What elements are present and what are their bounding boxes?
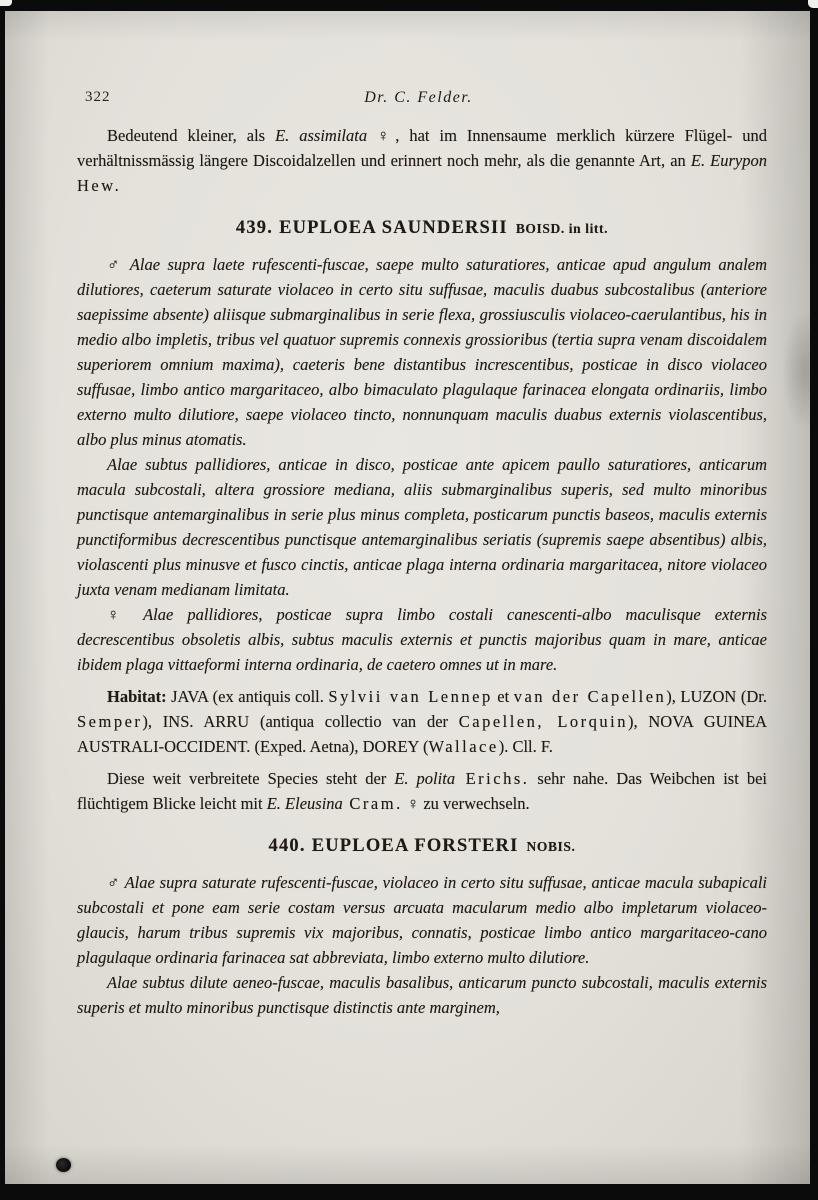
text-segment: sehr nahe. Das Weibchen ist bei flüchtigem Blicke leicht mit (77, 769, 767, 813)
text-segment: Capellen, Lorquin (458, 712, 628, 731)
text-segment: Alae subtus dilute aeneo-fuscae, maculis basalibus, anticarum puncto subcostali, maculis externis superis et multo minoribus punctisque distinctis ante marginem, (77, 973, 767, 1017)
text-segment: ), NOVA GUINEA AUSTRALI-OCCIDENT. (Exped. Aetna), DOREY ( (77, 712, 767, 756)
forsteri-male-paragraph (77, 870, 767, 970)
remarks-paragraph (77, 766, 767, 816)
text-segment: E. Eleusina (266, 794, 343, 813)
text-segment: E. Eurypon (690, 151, 767, 170)
text-segment: Bedeutend kleiner, als (107, 126, 276, 145)
text-segment: , hat im Innensaume merklich kürzere Flügel- und verhältnissmässig längere Discoidalzellen und erinnert noch mehr, als die genannte Art, an (77, 126, 767, 170)
text-segment: Alae subtus pallidiores, anticae in disco, posticae ante apicem paullo saturatiores, anticarum macula subcostali, altera grossiore mediana, aliis submarginalibus superis, sed multo minoribus punctisque antemarginalibus in serie plus minus completa, posticarum punctis baseos, maculis externis punctiformibus decrescentibus punctisque antemarginalibus seriatis (supremis saepe absentibus) albis, violascenti plus minusve et fusco cinctis, anticae plaga interna ordinaria margaritacea, nitore violaceo juxta venam medianam limitata. (77, 455, 767, 599)
text-segment: Erichs. (455, 769, 530, 788)
page-content (77, 123, 767, 1020)
text-segment: Habitat: (107, 687, 167, 706)
habitat-paragraph (77, 684, 767, 759)
text-segment: Wallace (428, 737, 499, 756)
page-paper (5, 11, 810, 1184)
species-name: EUPLOEA SAUNDERSII (279, 218, 508, 238)
text-segment: ♀ Alae pallidiores, posticae supra limbo costali canescenti-albo maculisque externis decrescentibus obsoletis albis, subtus maculis externis et punctis majoribus quam in mare, anticae ibidem plaga vittaeformi interna ordinaria, de caetero omnes ut in mare. (77, 605, 767, 674)
scan-corner-speck-right (808, 0, 818, 8)
species-author: NOBIS. (526, 839, 576, 854)
text-segment: E. polita (394, 769, 456, 788)
forsteri-underside-paragraph (77, 970, 767, 1020)
text-segment: et (492, 687, 514, 706)
text-segment: Sylvii van Lennep (328, 687, 493, 706)
text-segment: ♂ Alae supra saturate rufescenti-fuscae, violaceo in certo situ suffusae, anticae macula subapicali subcostali et pone eam serie costam versus arcuata macularum medio albo impletarum violaceo-glaucis, harum tribus supremis vix majoribus, connatis, posticae limbo antico margaritaceo-cano plagulaque ordinaria farinacea sat abbreviata, limbo externo multo dilutiore. (77, 873, 767, 967)
scan-corner-speck-left (0, 0, 12, 6)
text-segment: Diese weit verbreitete Species steht der (107, 769, 395, 788)
species-name: EUPLOEA FORSTERI (311, 836, 519, 856)
species-heading-439 (77, 213, 767, 241)
page-number: 322 (85, 89, 111, 105)
species-number: 439. (235, 218, 274, 238)
text-segment: van der Capellen (513, 687, 667, 706)
intro-paragraph (77, 123, 767, 198)
scan-smudge (782, 311, 810, 431)
species-number: 440. (268, 836, 306, 856)
scan-artifact-dot (56, 1158, 71, 1172)
text-segment: ♂ Alae supra laete rufescenti-fuscae, saepe multo saturatiores, anticae apud angulum analem dilutiores, caeterum saturate violaceo in certo situ suffusae, maculis duabus subcostalibus (anteriore saepissime absente) aliisque submarginalibus in serie flexa, grossiusculis violaceo-caerulantibus, his in medio albo impletis, tribus vel quatuor supremis connexis grossioribus (tertia supra venam discoidalem superiorem omnium maxima), caeteris bene distantibus increscentibus, posticae in disco violaceo suffusae, limbo antico margaritaceo, albo bimaculato plagulaque farinacea elongata ordinariis, limbo externo multo dilutiore, saepe violaceo tincto, nonnunquam maculis duabus externis violascentibus, albo plus minus atomatis. (77, 255, 767, 449)
text-segment: ), INS. ARRU (antiqua collectio van der (142, 712, 459, 731)
description-male-paragraph (77, 252, 767, 452)
running-title: Dr. C. Felder. (364, 89, 473, 106)
text-segment: Semper (77, 712, 143, 731)
text-segment: Hew. (77, 176, 122, 195)
description-underside-paragraph (77, 452, 767, 602)
text-segment: ), LUZON (Dr. (666, 687, 767, 706)
text-segment: Cram. (342, 794, 403, 813)
running-head (77, 89, 760, 111)
species-heading-440 (77, 831, 767, 859)
text-segment: ♀ zu verwechseln. (402, 794, 530, 813)
description-female-paragraph (77, 602, 767, 677)
species-author: BOISD. in litt. (515, 221, 609, 236)
text-segment: E. assimilata ♀ (275, 126, 396, 145)
text-segment: ). Cll. F. (498, 737, 553, 756)
text-segment: JAVA (ex antiquis coll. (166, 687, 329, 706)
